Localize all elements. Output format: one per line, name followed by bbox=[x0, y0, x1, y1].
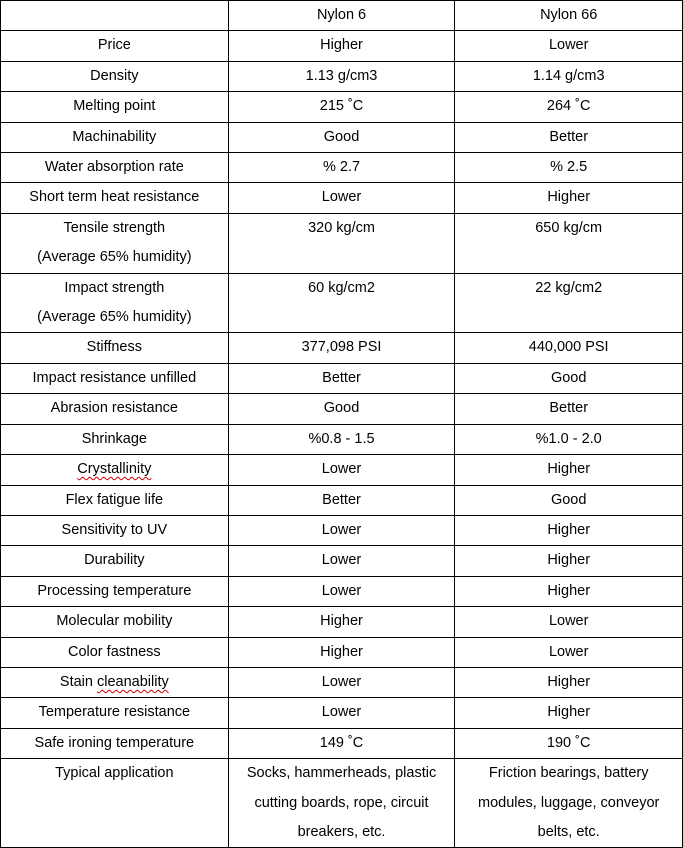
table-row bbox=[1, 546, 683, 576]
property-label: Molecular mobility bbox=[56, 613, 173, 630]
property-label: Tensile strength bbox=[63, 219, 166, 236]
table-row bbox=[1, 363, 683, 393]
nylon6-value: Higher bbox=[228, 637, 455, 667]
property-cell bbox=[1, 153, 229, 183]
property-cell bbox=[1, 576, 229, 606]
nylon6-value: Lower bbox=[228, 183, 455, 213]
property-cell bbox=[1, 698, 229, 728]
table-row bbox=[1, 394, 683, 424]
nylon6-value: Lower bbox=[228, 667, 455, 697]
property-cell bbox=[1, 183, 229, 213]
nylon66-value: 440,000 PSI bbox=[455, 333, 683, 363]
nylon66-value: Better bbox=[455, 122, 683, 152]
nylon6-value: %0.8 - 1.5 bbox=[228, 424, 455, 454]
nylon66-value: 22 kg/cm2 bbox=[455, 273, 683, 333]
property-cell bbox=[1, 273, 229, 333]
property-label: Abrasion resistance bbox=[50, 400, 178, 417]
nylon6-value: Good bbox=[228, 394, 455, 424]
property-cell bbox=[1, 515, 229, 545]
property-cell bbox=[1, 363, 229, 393]
header-row bbox=[1, 1, 683, 31]
table-row bbox=[1, 92, 683, 122]
property-cell bbox=[1, 122, 229, 152]
table-row bbox=[1, 485, 683, 515]
nylon66-value: Higher bbox=[455, 698, 683, 728]
nylon66-value: Higher bbox=[455, 546, 683, 576]
property-cell bbox=[1, 546, 229, 576]
property-cell bbox=[1, 455, 229, 485]
property-label: Stiffness bbox=[86, 339, 143, 356]
nylon6-value: 60 kg/cm2 bbox=[228, 273, 455, 333]
table-row bbox=[1, 667, 683, 697]
nylon66-value: Higher bbox=[455, 576, 683, 606]
nylon6-value: Lower bbox=[228, 576, 455, 606]
table-row bbox=[1, 153, 683, 183]
nylon66-value: Lower bbox=[455, 637, 683, 667]
nylon66-value: %1.0 - 2.0 bbox=[455, 424, 683, 454]
table-row bbox=[1, 31, 683, 61]
property-cell bbox=[1, 485, 229, 515]
table-row bbox=[1, 333, 683, 363]
nylon6-value: Lower bbox=[228, 698, 455, 728]
nylon6-value: Better bbox=[228, 363, 455, 393]
table-row bbox=[1, 637, 683, 667]
nylon6-value: 1.13 g/cm3 bbox=[228, 61, 455, 91]
nylon6-value: Lower bbox=[228, 546, 455, 576]
property-label: Typical application bbox=[55, 765, 174, 782]
property-cell bbox=[1, 333, 229, 363]
property-label: Color fastness bbox=[67, 643, 161, 660]
nylon66-value: Higher bbox=[455, 183, 683, 213]
nylon6-value: 149 ˚C bbox=[228, 728, 455, 758]
property-cell bbox=[1, 728, 229, 758]
table-row bbox=[1, 122, 683, 152]
table-row bbox=[1, 273, 683, 333]
property-label: Water absorption rate bbox=[44, 159, 184, 176]
nylon66-value: % 2.5 bbox=[455, 153, 683, 183]
nylon66-value: Good bbox=[455, 363, 683, 393]
property-cell bbox=[1, 637, 229, 667]
nylon6-value: Better bbox=[228, 485, 455, 515]
nylon6-value: 320 kg/cm bbox=[228, 213, 455, 273]
nylon6-value: Higher bbox=[228, 607, 455, 637]
nylon66-value: Higher bbox=[455, 515, 683, 545]
nylon66-value: Lower bbox=[455, 31, 683, 61]
property-label: Impact strength bbox=[64, 279, 165, 296]
nylon66-value: Good bbox=[455, 485, 683, 515]
nylon6-value: Lower bbox=[228, 455, 455, 485]
property-label: Processing temperature bbox=[37, 582, 192, 599]
property-label: Crystallinity bbox=[77, 461, 152, 478]
property-cell bbox=[1, 394, 229, 424]
nylon6-value: Higher bbox=[228, 31, 455, 61]
property-cell bbox=[1, 607, 229, 637]
table-row bbox=[1, 698, 683, 728]
header-cell-empty bbox=[1, 1, 229, 31]
table-row bbox=[1, 61, 683, 91]
nylon6-value: 377,098 PSI bbox=[228, 333, 455, 363]
nylon66-value: Higher bbox=[455, 667, 683, 697]
nylon6-value: Good bbox=[228, 122, 455, 152]
property-cell bbox=[1, 61, 229, 91]
header-cell-nylon6: Nylon 6 bbox=[228, 1, 455, 31]
table-row bbox=[1, 213, 683, 273]
spellcheck-word: cleanability bbox=[97, 673, 169, 690]
nylon6-value: % 2.7 bbox=[228, 153, 455, 183]
property-label: Price bbox=[97, 37, 131, 54]
property-label: Shrinkage bbox=[81, 430, 147, 447]
property-label: Melting point bbox=[73, 98, 156, 115]
table-row bbox=[1, 455, 683, 485]
table-row bbox=[1, 728, 683, 758]
property-label: Machinability bbox=[72, 128, 157, 145]
table-row bbox=[1, 759, 683, 848]
property-label: Flex fatigue life bbox=[65, 491, 164, 508]
property-cell bbox=[1, 759, 229, 848]
property-label: Density bbox=[90, 67, 139, 84]
nylon6-value: Lower bbox=[228, 515, 455, 545]
nylon6-value: Socks, hammerheads, plastic cutting boards, rope, circuit breakers, etc. bbox=[228, 759, 455, 848]
property-label: Temperature resistance bbox=[38, 704, 191, 721]
property-cell bbox=[1, 213, 229, 273]
nylon66-value: 650 kg/cm bbox=[455, 213, 683, 273]
nylon66-value: Lower bbox=[455, 607, 683, 637]
nylon66-value: Higher bbox=[455, 455, 683, 485]
property-label: Sensitivity to UV bbox=[61, 521, 168, 538]
table-row bbox=[1, 607, 683, 637]
property-cell bbox=[1, 31, 229, 61]
property-cell bbox=[1, 92, 229, 122]
table-row bbox=[1, 515, 683, 545]
nylon66-value: Friction bearings, battery modules, luggage, conveyor belts, etc. bbox=[455, 759, 683, 848]
nylon66-value: Better bbox=[455, 394, 683, 424]
property-label: Stain cleanability bbox=[59, 673, 169, 690]
property-label: Short term heat resistance bbox=[29, 189, 200, 206]
table-row bbox=[1, 183, 683, 213]
property-note: (Average 65% humidity) bbox=[37, 249, 192, 266]
nylon6-value: 215 ˚C bbox=[228, 92, 455, 122]
property-label: Safe ironing temperature bbox=[34, 734, 195, 751]
property-cell bbox=[1, 424, 229, 454]
nylon66-value: 1.14 g/cm3 bbox=[455, 61, 683, 91]
property-cell bbox=[1, 667, 229, 697]
nylon66-value: 264 ˚C bbox=[455, 92, 683, 122]
header-cell-nylon66: Nylon 66 bbox=[455, 1, 683, 31]
property-label: Durability bbox=[84, 552, 145, 569]
property-note: (Average 65% humidity) bbox=[37, 309, 192, 326]
property-label: Impact resistance unfilled bbox=[32, 369, 197, 386]
nylon66-value: 190 ˚C bbox=[455, 728, 683, 758]
table-row bbox=[1, 424, 683, 454]
table-row bbox=[1, 576, 683, 606]
